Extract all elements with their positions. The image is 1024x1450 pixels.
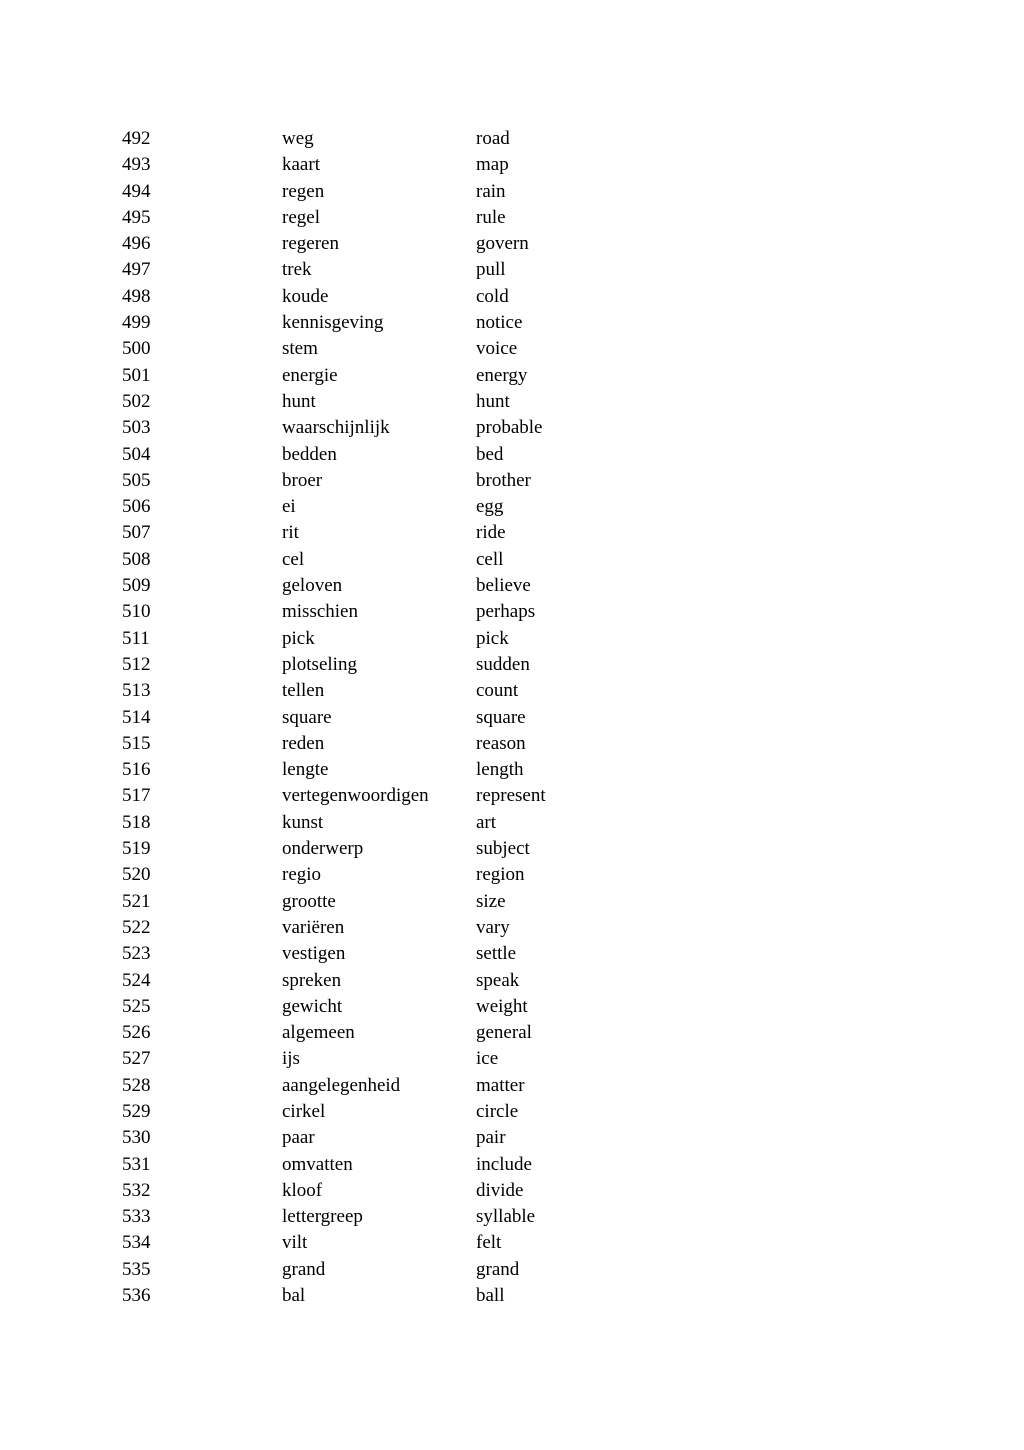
english-word: pick [476,627,509,649]
table-row [122,915,682,941]
row-number: 521 [122,890,151,912]
english-word: voice [476,338,518,360]
dutch-word: geloven [282,575,343,597]
dutch-word: kaart [282,154,320,176]
dutch-word: paar [282,1127,315,1149]
dutch-word: cirkel [282,1100,326,1122]
dutch-word: vilt [282,1232,308,1254]
row-number: 518 [122,811,151,833]
dutch-word: regeren [282,233,339,255]
table-row [122,1283,682,1309]
table-row [122,941,682,967]
row-number: 495 [122,206,151,228]
dutch-word: tellen [282,680,325,702]
dutch-word: onderwerp [282,838,364,860]
english-word: egg [476,496,504,518]
table-row [122,126,682,152]
row-number: 534 [122,1232,151,1254]
english-word: cell [476,548,504,570]
english-word: grand [476,1258,520,1280]
table-row [122,1204,682,1230]
row-number: 532 [122,1179,151,1201]
dutch-word: regel [282,206,320,228]
row-number: 531 [122,1153,151,1175]
english-word: length [476,759,524,781]
row-number: 496 [122,233,151,255]
row-number: 502 [122,390,151,412]
table-row [122,994,682,1020]
english-word: pull [476,259,506,281]
table-row [122,231,682,257]
english-word: weight [476,995,528,1017]
english-word: include [476,1153,532,1175]
english-word: rain [476,180,506,202]
dutch-word: bedden [282,443,337,465]
dutch-word: koude [282,285,329,307]
row-number: 498 [122,285,151,307]
table-row [122,1073,682,1099]
dutch-word: vertegenwoordigen [282,785,429,807]
row-number: 527 [122,1048,151,1070]
dutch-word: square [282,706,332,728]
dutch-word: omvatten [282,1153,353,1175]
table-row [122,494,682,520]
table-row [122,205,682,231]
english-word: ball [476,1285,505,1307]
english-word: region [476,864,525,886]
dutch-word: algemeen [282,1022,355,1044]
english-word: pair [476,1127,506,1149]
table-row [122,389,682,415]
english-word: ride [476,522,506,544]
table-row [122,468,682,494]
row-number: 520 [122,864,151,886]
dutch-word: kloof [282,1179,323,1201]
dutch-word: vestigen [282,943,346,965]
dutch-word: aangelegenheid [282,1074,401,1096]
dutch-word: bal [282,1285,306,1307]
english-word: count [476,680,519,702]
english-word: matter [476,1074,525,1096]
english-word: probable [476,417,543,439]
dutch-word: grootte [282,890,336,912]
row-number: 501 [122,364,151,386]
english-word: settle [476,943,517,965]
row-number: 516 [122,759,151,781]
table-row [122,363,682,389]
row-number: 513 [122,680,151,702]
english-word: reason [476,732,526,754]
english-word: syllable [476,1206,536,1228]
table-row [122,968,682,994]
table-row [122,573,682,599]
dutch-word: broer [282,469,323,491]
table-row [122,1152,682,1178]
table-row [122,1020,682,1046]
row-number: 535 [122,1258,151,1280]
english-word: hunt [476,390,510,412]
english-word: art [476,811,497,833]
english-word: circle [476,1100,519,1122]
row-number: 515 [122,732,151,754]
row-number: 526 [122,1022,151,1044]
english-word: general [476,1022,532,1044]
english-word: notice [476,312,523,334]
table-row [122,678,682,704]
row-number: 505 [122,469,151,491]
table-row [122,442,682,468]
dutch-word: misschien [282,601,358,623]
dutch-word: ei [282,496,296,518]
row-number: 517 [122,785,151,807]
dutch-word: lettergreep [282,1206,363,1228]
row-number: 528 [122,1074,151,1096]
table-row [122,284,682,310]
dutch-word: rit [282,522,299,544]
table-row [122,1230,682,1256]
table-row [122,836,682,862]
table-row [122,705,682,731]
table-row [122,1125,682,1151]
table-row [122,652,682,678]
english-word: brother [476,469,531,491]
row-number: 523 [122,943,151,965]
table-row [122,757,682,783]
table-row [122,1099,682,1125]
row-number: 509 [122,575,151,597]
english-word: speak [476,969,520,991]
english-word: divide [476,1179,524,1201]
table-row [122,731,682,757]
dutch-word: plotseling [282,653,357,675]
row-number: 499 [122,312,151,334]
table-row [122,1046,682,1072]
english-word: road [476,128,510,149]
dutch-word: stem [282,338,318,360]
english-word: vary [476,916,510,938]
table-row [122,520,682,546]
row-number: 506 [122,496,151,518]
table-row [122,599,682,625]
table-row [122,310,682,336]
row-number: 530 [122,1127,151,1149]
dutch-word: trek [282,259,312,281]
dutch-word: spreken [282,969,342,991]
row-number: 504 [122,443,151,465]
row-number: 514 [122,706,151,728]
dutch-word: kennisgeving [282,312,384,334]
english-word: sudden [476,653,530,675]
row-number: 494 [122,180,151,202]
dutch-word: hunt [282,390,316,412]
row-number: 492 [122,128,151,149]
row-number: 536 [122,1285,151,1307]
english-word: rule [476,206,506,228]
dutch-word: regio [282,864,322,886]
english-word: size [476,890,506,912]
dutch-word: gewicht [282,995,343,1017]
table-row [122,783,682,809]
row-number: 507 [122,522,151,544]
row-number: 525 [122,995,151,1017]
table-row [122,547,682,573]
table-row [122,257,682,283]
table-row [122,810,682,836]
table-row [122,152,682,178]
dutch-word: variëren [282,916,345,938]
table-row [122,1257,682,1283]
english-word: cold [476,285,509,307]
row-number: 508 [122,548,151,570]
table-row [122,336,682,362]
dutch-word: reden [282,732,325,754]
table-row [122,862,682,888]
dutch-word: grand [282,1258,326,1280]
row-number: 511 [122,627,150,649]
dutch-word: waarschijnlijk [282,417,390,439]
row-number: 524 [122,969,151,991]
row-number: 512 [122,653,151,675]
table-row [122,415,682,441]
table-row [122,179,682,205]
dutch-word: lengte [282,759,329,781]
english-word: bed [476,443,504,465]
english-word: ice [476,1048,499,1070]
english-word: map [476,154,509,176]
dutch-word: weg [282,128,314,149]
row-number: 519 [122,838,151,860]
english-word: represent [476,785,546,807]
row-number: 522 [122,916,151,938]
english-word: perhaps [476,601,536,623]
dutch-word: pick [282,627,315,649]
english-word: energy [476,364,528,386]
row-number: 533 [122,1206,151,1228]
table-row [122,1178,682,1204]
row-number: 510 [122,601,151,623]
english-word: square [476,706,526,728]
table-row [122,626,682,652]
dutch-word: kunst [282,811,324,833]
english-word: govern [476,233,529,255]
dutch-word: ijs [282,1048,300,1070]
english-word: subject [476,838,530,860]
row-number: 500 [122,338,151,360]
row-number: 529 [122,1100,151,1122]
row-number: 497 [122,259,151,281]
dutch-word: regen [282,180,325,202]
english-word: felt [476,1232,502,1254]
table-row [122,889,682,915]
row-number: 493 [122,154,151,176]
row-number: 503 [122,417,151,439]
english-word: believe [476,575,531,597]
dutch-word: cel [282,548,305,570]
dutch-word: energie [282,364,338,386]
vocabulary-table [122,126,682,1309]
